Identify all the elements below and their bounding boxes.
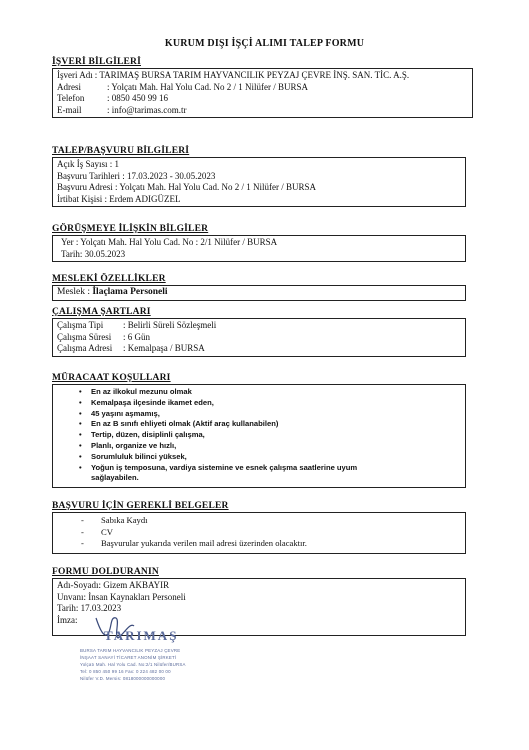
conditions-list (57, 387, 461, 484)
employer-phone-value: : 0850 450 99 16 (107, 93, 169, 103)
work-type-value: : Belirli Süreli Sözleşmeli (123, 320, 217, 330)
condition-item: • Yoğun iş temposuna, vardiya sistemine ve esnek çalışma saatlerine uyum sağlayabilen. (57, 463, 461, 485)
filler-line: Unvanı: İnsan Kaynakları Personeli (57, 591, 186, 602)
form-title: KURUM DIŞI İŞÇİ ALIMI TALEP FORMU (164, 38, 365, 49)
employer-email-label: E-mail (57, 104, 82, 115)
employer-phone-label: Telefon (57, 93, 85, 103)
condition-item: • Tertip, düzen, disiplinli çalışma, (57, 430, 461, 441)
stamp-line: Nilüfer V.D. Mersis: 0818000000000000 (80, 676, 166, 681)
stamp-brand: TARIMAŞ (104, 628, 179, 643)
work-type-label: Çalışma Tipi (57, 320, 104, 330)
documents-box (52, 512, 466, 554)
profession-box (52, 285, 466, 301)
profession-heading: MESLEKİ ÖZELLİKLER (52, 274, 166, 284)
interview-heading: GÖRÜŞMEYE İLİŞKİN BİLGİLER (52, 224, 209, 234)
document-item: - Başvurular yukarıda verilen mail adresi üzerinden olacaktır. (57, 538, 461, 550)
conditions-section (52, 373, 466, 488)
documents-section (52, 501, 466, 554)
interview-line: Yer : Yolçatı Mah. Hal Yolu Cad. No : 2/1 Nilüfer / BURSA (61, 237, 278, 247)
stamp-line: Yolçatı Mah. Hal Yolu Cad. No:2/1 Nilüfer/BURSA (80, 662, 186, 667)
stamp-line: İNŞAAT SANAYİ TİCARET ANONİM ŞİRKETİ (80, 655, 177, 660)
work-address-label: Çalışma Adresi (57, 343, 113, 353)
condition-item: • Planlı, organize ve hızlı, (57, 441, 461, 452)
profession-label: Meslek : (57, 287, 90, 297)
employer-heading: İŞVERİ BİLGİLERİ (52, 57, 141, 67)
work-address-value: : Kemalpaşa / BURSA (123, 343, 205, 353)
employer-name-value: : TARIMAŞ BURSA TARIM HAYVANCILIK PEYZAJ ÇEVRE İNŞ. SAN. TİC. A.Ş. (94, 70, 410, 80)
stamp-line: BURSA TARIM HAYVANCILIK PEYZAJ ÇEVRE (80, 648, 181, 653)
filler-line: İmza: (57, 614, 78, 625)
condition-item: • Kemalpaşa ilçesinde ikamet eden, (57, 398, 461, 409)
employer-address-value: : Yolçatı Mah. Hal Yolu Cad. No 2 / 1 Nilüfer / BURSA (107, 81, 309, 92)
employer-section (52, 57, 473, 118)
work-heading: ÇALIŞMA ŞARTLARI (52, 307, 151, 317)
work-row (57, 332, 461, 344)
employer-address-label: Adresi (57, 81, 81, 92)
interview-line: Tarih: 30.05.2023 (61, 248, 126, 259)
filler-heading: FORMU DOLDURANIN (52, 567, 159, 577)
request-line: Başvuru Tarihleri : 17.03.2023 - 30.05.2023 (57, 170, 216, 181)
condition-item: • 45 yaşını aşmamış, (57, 409, 461, 420)
condition-item: • En az B sınıfı ehliyeti olmak (Aktif araç kullanabilen) (57, 419, 461, 430)
employer-row (57, 105, 468, 117)
request-section (52, 146, 466, 207)
company-stamp (74, 622, 244, 692)
request-line: Açık İş Sayısı : 1 (57, 159, 119, 169)
work-duration-value: : 6 Gün (123, 331, 150, 342)
profession-section (52, 274, 466, 301)
filler-line: Adı-Soyadı: Gizem AKBAYIR (57, 580, 170, 590)
conditions-box (52, 384, 466, 488)
conditions-heading: MÜRACAAT KOŞULLARI (52, 373, 171, 383)
interview-box (52, 235, 466, 262)
interview-section (52, 224, 466, 262)
stamp-line: Tel: 0 850 450 99 16 Fax: 0 224 482 00 00 (80, 669, 171, 674)
employer-name-label: İşveri Adı (57, 70, 93, 80)
employer-box (52, 68, 473, 118)
work-box (52, 318, 466, 357)
documents-heading: BAŞVURU İÇİN GEREKLİ BELGELER (52, 501, 229, 511)
condition-item: • En az ilkokul mezunu olmak (57, 387, 461, 398)
employer-row (57, 82, 468, 94)
condition-item: • Sorumluluk bilinci yüksek, (57, 452, 461, 463)
employer-email-value: : info@tarimas.com.tr (107, 104, 187, 115)
work-duration-label: Çalışma Süresi (57, 331, 112, 342)
request-line: İrtibat Kişisi : Erdem ADIGÜZEL (57, 193, 181, 204)
work-section (52, 307, 466, 357)
employer-row (57, 93, 468, 105)
profession-value: İlaçlama Personeli (92, 287, 168, 297)
work-row (57, 320, 461, 332)
request-heading: TALEP/BAŞVURU BİLGİLERİ (52, 146, 190, 156)
request-box (52, 157, 466, 207)
document-item: - Sabıka Kaydı (57, 515, 461, 527)
request-line: Başvuru Adresi : Yolçatı Mah. Hal Yolu Cad. No 2 / 1 Nilüfer / BURSA (57, 182, 317, 192)
work-row (57, 343, 461, 355)
filler-line: Tarih: 17.03.2023 (57, 603, 122, 613)
employer-row (57, 70, 468, 82)
document-item: - CV (57, 527, 461, 539)
